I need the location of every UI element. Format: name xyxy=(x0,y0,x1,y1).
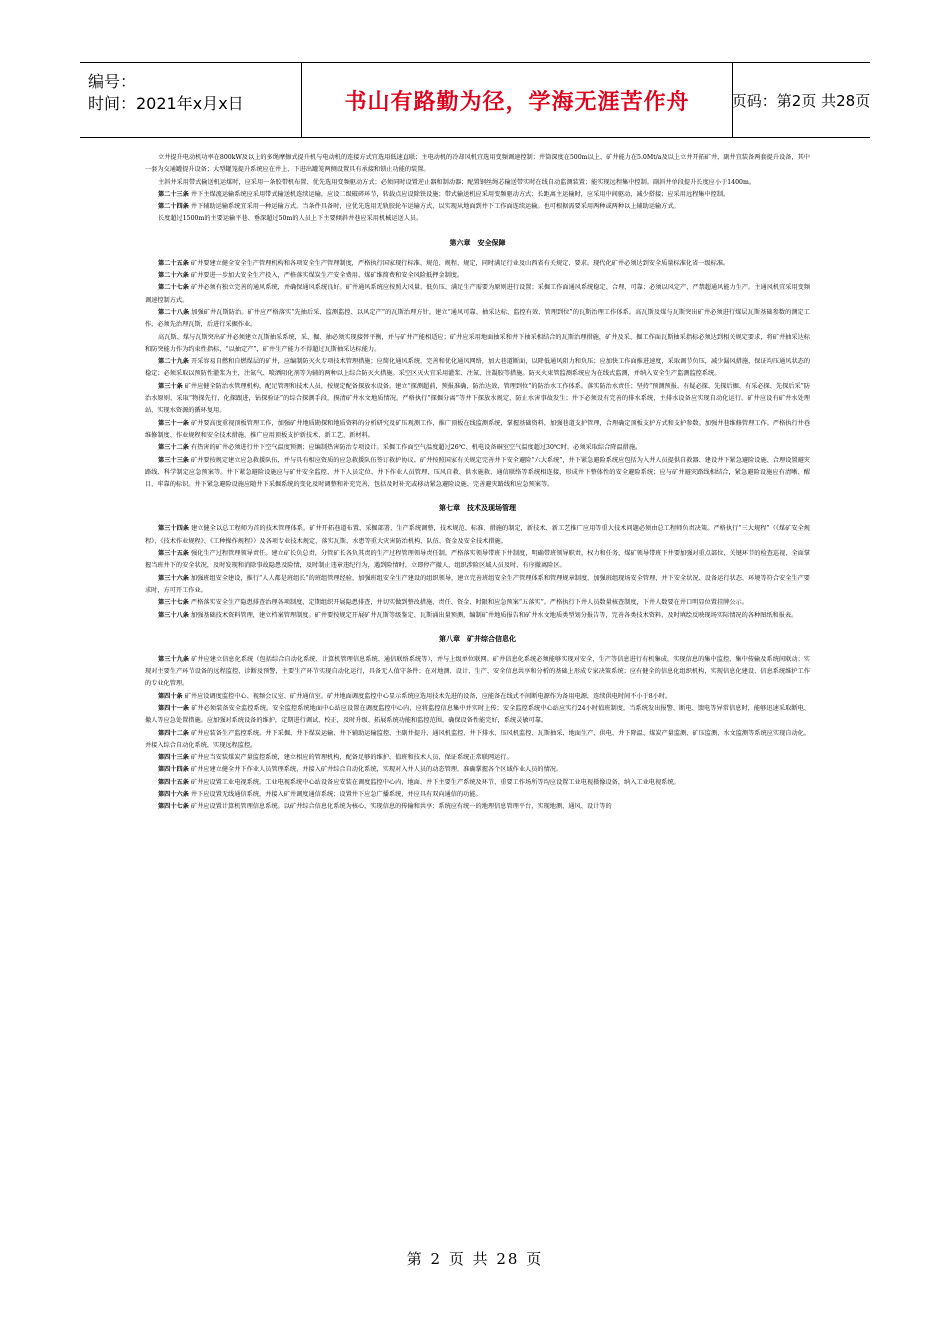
article-text: 建立健全以总工程师为首的技术管理体系，矿井开拓巷道布置、采掘部署，生产系统调整，技术规范、标准、措施的制定，新技术、新工艺推广应用等重大技术问题必须由总工程师负责决策。严格执行“三大规程”（《煤矿安全规程》、《技术作业规程》、《工种操作规程》）及各项专业技术规定、落实瓦斯、水患等重大灾害防治机构、队伍、资金及安全技术措施。 xyxy=(145,525,810,545)
chapter-heading: 第八章 矿井综合信息化 xyxy=(439,633,516,643)
document-date: 时间：2021年x月x日 xyxy=(88,94,244,113)
article-text: 矿井应设置计算机管理信息系统。以矿井综合信息化系统为核心，实现信息的传输和共享；系统应有统一的地理信息管理平台，实现地测、通风、设计等的 xyxy=(190,803,612,811)
article-number: 第二十九条 xyxy=(158,358,189,366)
article-number: 第三十四条 xyxy=(158,525,190,533)
article-paragraph xyxy=(145,177,810,189)
article-number: 第四十三条 xyxy=(158,754,189,762)
article-paragraph xyxy=(145,752,810,764)
article-paragraph xyxy=(145,381,810,418)
article-paragraph xyxy=(145,597,810,609)
page-footer: 第 2 页 共 28 页 xyxy=(406,1250,544,1268)
document-number-label: 编号： xyxy=(88,72,137,91)
article-paragraph xyxy=(145,356,810,381)
article-text: 矿井应建立健全井下作业人员管理系统，并接入矿井综合自动化系统，实现对入井人员的动态管理，准确掌握各个区域作业人员的情况。 xyxy=(190,766,563,774)
article-text: 矿井要建立健全安全生产管理机构和各项安全生产管理制度，严格执行国家现行标准、规范、规程、规定，同时满足行业及山西省有关规定、要求。现代化矿井必须达到安全质量标准化省一级标准。 xyxy=(190,259,730,267)
article-paragraph xyxy=(145,523,810,548)
article-text: 长度超过1500m的主要运输平巷、垂深超过50m的人员上下主要倾斜井巷应采用机械运送人员。 xyxy=(158,215,423,223)
article-paragraph xyxy=(145,258,810,270)
article-number: 第二十八条 xyxy=(158,308,190,316)
article-text: 严格落实安全生产隐患排查治理各项制度，定期组织开展隐患排查，并切实做到整改措施、责任、资金、时限和应急预案“五落实”。严格执行下井人员数量核查制度，下井人数要在井口明显位置挂牌公示。 xyxy=(190,599,748,607)
article-paragraph xyxy=(145,548,810,573)
article-number: 第四十五条 xyxy=(158,778,189,786)
article-number: 第二十四条 xyxy=(158,203,189,211)
article-paragraph xyxy=(145,691,810,703)
article-number: 第四十一条 xyxy=(158,704,190,712)
article-text: 矿井应当安装煤炭产量监控系统，建立相应的管理机构，配备足够的维护、值班和技术人员，保证系统正常联网运行。 xyxy=(190,754,513,762)
article-paragraph xyxy=(145,282,810,307)
article-number: 第四十二条 xyxy=(158,729,189,737)
article-text: 矿井应健全防治水管理机构，配足管理和技术人员，按规定配备探放水设备。建立“探测超前，预报准确，防治达效，管理到位”的防治水工作体系。落实防治水责任；坚持“预测预报、有疑必探、先探后掘、有采必探、先探后采”防治水原则，采取“物探先行，化探跟进，钻探验证”的综合探测手段，摸清矿井水文地质情况。严格执行“探掘分离”等井下探放水规定，防止水害事故发生；井下必须设有完善的排水系统，主排水设备应实现自动化运行。矿井应设有矿井水处理站，实现水资源的循环复用。 xyxy=(145,382,811,415)
article-text: 矿井应装备生产监控系统。井下采掘、井下煤炭运输、井下辅助运输监控、主副井提升、通风机监控、井下排水、压风机监控、瓦斯抽采、地面生产、供电、井下降温、煤炭产量监测、矿压监测、水文监测等系统应实现自动化。并接入综合自动化系统，实现远程监控。 xyxy=(145,729,811,749)
article-paragraph xyxy=(145,801,810,813)
article-number: 第三十条 xyxy=(158,382,183,390)
article-paragraph xyxy=(145,213,810,225)
page-header xyxy=(80,62,870,138)
article-text: 加强班组安全建设，推行“人人都是班组长”的班组管理经验，加强班组安全生产建设的组织领导，建立完善班组安全生产管理体系和管理规章制度，加强班组现场安全管理，并下安全状况、设备运行状态、环境等符合安全生产要求时，方可开工作业。 xyxy=(145,574,810,594)
chapter-heading: 第七章 技术及现场管理 xyxy=(439,503,516,513)
article-paragraph xyxy=(145,654,810,691)
article-text: 矿井必须装备安全监控系统。安全监控系统地面中心站应设置在调度监控中心内，应将监控信息集中并实时上传；安全监控系统中心站应实行24小时值班制度，当系统发出报警、断电、馈电等异常信息时，能够迅速采取断电、撤人等应急处置措施。应加强对系统设备的维护，定期进行调试、校正，及时升级、拓展系统功能和监控范围，确保设备性能完好，系统灵敏可靠。 xyxy=(145,704,810,725)
article-paragraph xyxy=(145,455,810,492)
header-motto: 书山有路勤为径，学海无涯苦作舟 xyxy=(302,63,733,137)
article-number: 第三十二条 xyxy=(158,444,189,452)
article-text: 高瓦斯、煤与瓦斯突出矿井必须建立瓦斯抽采系统，采、掘、抽必须实现接替平衡，并与矿井产能相适应；矿井应采用地面抽采和井下抽采相结合的瓦斯治理措施，矿井及采、掘工作面瓦斯抽采指标必须达到相关规定要求，将矿井抽采达标和防突能力作为约束性指标，“以抽定产”，矿井生产能力不得超过瓦斯抽采达标能力。 xyxy=(145,333,810,353)
article-paragraph xyxy=(145,307,810,332)
article-number: 第三十八条 xyxy=(158,611,189,619)
article-text: 矿井要进一步加大安全生产投入，严格落实煤炭生产安全费用、煤矿维简费和安全风险抵押金制度。 xyxy=(190,272,464,280)
article-text: 开采容易自燃和自燃煤层的矿井，应编制防灭火专项技术管理措施；应简化通风系统，完善和优化通风网络，加大巷道断面，以降低通风阻力和负压；应加快工作面推进速度，采取调节负压，减少漏风措施，保证均压通风状态的稳定；必须采取以预防性灌浆为主，注氮气、喷洒阻化剂等为辅的两种以上综合防灭火措施。采空区灭火宜采用灌浆、注氮、注凝胶等措施。防灭火束管监测系统应为在线式监测，并纳入安全生产监测监控系统。 xyxy=(145,358,811,378)
article-paragraph xyxy=(145,189,810,201)
article-paragraph xyxy=(145,610,810,622)
article-paragraph xyxy=(145,764,810,776)
chapter-heading: 第六章 安全保障 xyxy=(449,237,506,247)
article-text: 加强基础技术资料管理，建立档案管理制度。矿井要按规定开展矿井瓦斯等级鉴定、瓦斯涌出量预测，编制矿井地质报告和矿井水文地质类型划分报告等，完善各类技术资料，及时填绘反映现场实际情况的各种图纸和报表。 xyxy=(190,611,798,619)
article-paragraph xyxy=(145,728,810,753)
article-number: 第三十五条 xyxy=(158,550,189,558)
article-text: 矿井应设置工业电视系统。工业电视系统中心站设备应安装在调度监控中心内，地面、井下主要生产系统及环节、重要工作场所等均应设置工业电视摄像设备，纳入工业电视系统。 xyxy=(190,778,680,786)
document-body xyxy=(145,152,810,814)
article-number: 第四十六条 xyxy=(158,791,189,799)
article-text: 矿井必须有独立完善的通风系统，并确保通风系统良好。矿井通风系统应按照大风量、低负压、满足生产需要为原则进行设置；采掘工作面通风系统稳定、合理、可靠；必须以风定产，严禁超通风能力生产。主通风机宜采用变频调速控制方式。 xyxy=(145,284,811,304)
article-number: 第三十九条 xyxy=(158,655,190,663)
article-paragraph xyxy=(145,418,810,443)
article-paragraph xyxy=(145,703,810,728)
article-text: 加强矿井瓦斯防治。矿井应严格落实“先抽后采、监测监控、以风定产”的瓦斯治理方针，建立“通风可靠、抽采达标、监控有效、管理到位”的瓦斯治理工作体系。高瓦斯及煤与瓦斯突出矿井必须进行煤层瓦斯基础参数的测定工作，必须先治理瓦斯，后进行采掘作业。 xyxy=(145,308,810,329)
header-meta xyxy=(80,63,302,137)
article-number: 第三十六条 xyxy=(158,574,189,582)
article-text: 矿井要按规定建立应急救援队伍，并与具有相应资质的应急救援队伍签订救护协议。矿井按照国家有关规定完善井下安全避险“六大系统”，井下紧急避险系统应包括为入井人员提供自救器、建设井下紧急避险设施、合理设置避灾路线、科学制定应急预案等。井下紧急避险设施应与矿井安全监控、井下人员定位、井下作业人员管理、压风自救、供水施救、通信联络等系统相连接，形成井下整体性的安全避险系统；应与矿井避灾路线相结合，紧急避险设施应有清晰、醒目、牢靠的标识。井下紧急避险设施应随井下采掘系统的变化及时调整和补充完善，包括及时补充或移动紧急避险设施、完善避灾路线和应急预案等。 xyxy=(145,456,810,489)
article-number: 第二十五条 xyxy=(158,259,189,267)
article-text: 井下应设置无线通信系统，并接入矿井调度通信系统；设置井下应急广播系统，并应具有双向通信的功能。 xyxy=(190,791,482,799)
article-number: 第二十七条 xyxy=(158,284,189,292)
article-text: 立井提升电动机功率在800kW及以上的多绳摩擦式提升机与电动机的连接方式宜选用低速直联；主电动机的冷却风机宜选用变频调速控制；井筒深度在500m以上、矿井能力在5.0Mt/a及以上立井开拓矿井，副井宜装备两套提升设备，其中一套为交通罐提升设备；大型罐笼提升系统应在井上、下进出罐笼两侧设置具有承接和锁止功能的装置。 xyxy=(145,154,810,174)
article-text: 主斜井采用带式输送机运煤时，应采用一条胶带机布置、优先选用变频驱动方式；必须同时设置逆止器和制动器；配置钢丝绳芯输送带实时在线自动监测装置；能实现远程集中控制。副斜井单段提升长度应小于1400m。 xyxy=(158,178,756,186)
header-page-info: 页码：第2页 共28页 xyxy=(731,91,871,110)
article-text: 矿井应设调度监控中心、视频会议室、矿井通信室。矿井地面调度监控中心显示系统应选用技术先进的设备，应能备在线式不间断电源作为备用电源，连续供电时间不小于8小时。 xyxy=(184,692,672,700)
article-paragraph xyxy=(145,270,810,282)
article-paragraph xyxy=(145,442,810,454)
article-number: 第二十三条 xyxy=(158,190,189,198)
article-number: 第四十四条 xyxy=(158,766,189,774)
article-paragraph xyxy=(145,332,810,357)
article-paragraph xyxy=(145,777,810,789)
article-paragraph xyxy=(145,152,810,177)
article-number: 第三十一条 xyxy=(158,419,189,427)
article-number: 第三十七条 xyxy=(158,599,189,607)
article-paragraph xyxy=(145,573,810,598)
article-number: 第四十七条 xyxy=(158,803,189,811)
article-number: 第四十条 xyxy=(158,692,183,700)
article-text: 矿井应建立信息化系统（包括综合自动化系统、计算机管理信息系统、通信联络系统等），并与上级单位联网。矿井信息化系统必须能够实现对安全、生产等信息进行有机集成，实现信息的集中监控、集中传输及系统间联动；实现对主要生产环节设备的远程监控、诊断及预警，主要生产环节实现自动化运行，具备无人值守条件；在对地测、设计、生产、安全信息共享和分析的基础上形成专家决策系统；应有健全的信息化组织机构，实现信息化建设、信息系统维护工作的专业化管理。 xyxy=(145,655,810,688)
article-paragraph xyxy=(145,201,810,213)
article-text: 有热害的矿井必须进行井下空气温度预测；应编制热害防治专项设计。采掘工作面空气温度超过26℃、机电设备硐室空气温度超过30℃时，必须采取综合降温措施。 xyxy=(190,444,642,452)
article-paragraph xyxy=(145,789,810,801)
article-text: 矿井要高度重视顶板管理工作，加强矿井地质勘探和地质资料的分析研究及矿压观测工作，推广顶板在线监测系统，掌握基础资料，加强巷道支护管理，合理确定顶板支护方式和支护参数。加强井巷维修管理工作。严格执行井巷维修制度、作业规程和安全技术措施，推广应用顶板支护新技术、新工艺、新材料。 xyxy=(145,419,811,439)
article-text: 强化生产过程管理领导责任。建立矿长负总责，分管矿长各负其责的生产过程管理领导责任制。严格落实领导带班下井制度，明确带班领导职责，权力和任务，煤矿领导带班下井要加强对重点部位、关键环节的检查巡视，全面掌握当班井下的安全状况，及时发现和消除事故隐患及险情，及时制止违章违纪行为，遇到险情时，立即停产撤人，组织涉险区域人员及时、有序撤离险区。 xyxy=(145,550,811,570)
article-text: 井下主煤流运输系统应采用带式输送机连续运输，应设二级破碎环节，转载点应设除铁设施；带式输送机应采用变频驱动方式；长距离主运输时，应采用中间驱动，减少搭接；应采用远程集中控制。 xyxy=(190,190,730,198)
article-text: 井下辅助运输系统宜采用一种运输方式。当条件具备时，应优先选用无轨胶轮车运输方式，以实现从地面到井下工作面连续运输。也可根据需要采用两种或两种以上辅助运输方式。 xyxy=(190,203,680,211)
article-number: 第二十六条 xyxy=(158,272,189,280)
article-number: 第三十三条 xyxy=(158,456,189,464)
